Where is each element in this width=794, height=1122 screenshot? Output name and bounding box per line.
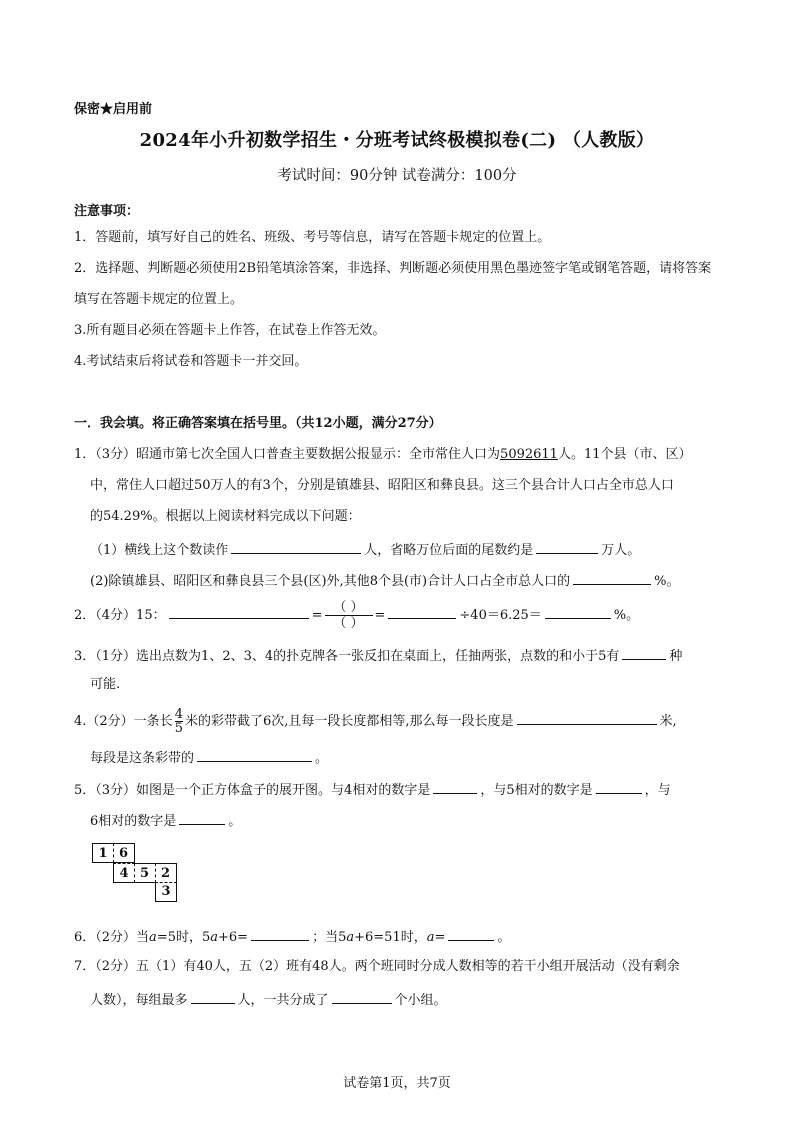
note-item: 2．选择题、判断题必须使用2B铅笔填涂答案，非选择、判断题必须使用黑色墨迹签字笔或钢笔答题，请将答案 [74, 261, 712, 276]
question-7-line2 [90, 989, 447, 1010]
cube-net-figure [92, 843, 192, 913]
q6-text: =5时，5 [156, 930, 211, 945]
note-item: 1．答题前，填写好自己的姓名、班级、考号等信息，请写在答题卡规定的位置上。 [74, 230, 551, 245]
variable-a: a [149, 930, 157, 945]
q1-sub1-text: 万人。 [601, 543, 641, 558]
page-title: 2024年小升初数学招生・分班考试终极模拟卷(二) （人教版） [139, 130, 655, 151]
q4-text: 米, [659, 714, 677, 729]
answer-blank[interactable] [169, 604, 309, 619]
net-cell: 3 [155, 882, 177, 902]
q4-text: 每段是这条彩带的 [90, 751, 195, 766]
fraction-blank[interactable] [325, 600, 373, 631]
q6-text: +6= [218, 930, 249, 945]
question-1-line2: 中，常住人口超过50万人的有3个，分别是镇雄县、昭阳区和彝良县。这三个县合计人口占全市总人口 [90, 478, 674, 493]
note-item: 填写在答题卡规定的位置上。 [74, 292, 244, 307]
notes-title: 注意事项： [74, 204, 140, 219]
confidential-label: 保密★启用前 [74, 102, 153, 117]
answer-blank[interactable] [251, 926, 309, 941]
question-1-sub1 [90, 539, 640, 560]
exam-info: 考试时间：90分钟 试卷满分：100分 [277, 168, 517, 184]
fraction-numerator: 4 [174, 707, 183, 722]
q1-sub1-text: 人，省略万位后面的尾数约是 [364, 543, 534, 558]
question-4-line2 [90, 747, 328, 768]
q1-text: 1．（3分）昭通市第七次全国人口普查主要数据公报显示：全市常住人口为 [74, 447, 501, 462]
q1-sub2-text: %。 [654, 574, 680, 589]
answer-blank[interactable] [536, 539, 598, 554]
question-1-sub2 [90, 570, 679, 591]
q4-text: 米的彩带截了6次,且每一段长度都相等,那么每一段长度是 [184, 714, 514, 729]
q2-text: 2．（4分）15： [74, 608, 166, 623]
note-item: 4.考试结束后将试卷和答题卡一并交回。 [74, 354, 308, 369]
q1-sub1-text: （1）横线上这个数读作 [90, 543, 229, 558]
q5-text: ，与 [644, 783, 671, 798]
question-2 [74, 600, 639, 631]
variable-a: a [210, 930, 219, 945]
q7-text: 人，一共分成了 [237, 993, 329, 1008]
net-cell: 2 [155, 863, 177, 883]
answer-blank[interactable] [433, 779, 477, 794]
fraction-denominator: （ ） [333, 616, 364, 631]
q7-text: 个小组。 [394, 993, 447, 1008]
variable-a: a [346, 930, 355, 945]
q5-text: 6相对的数字是 [90, 814, 177, 829]
answer-blank[interactable] [596, 779, 642, 794]
answer-blank[interactable] [388, 604, 456, 619]
fraction-four-fifths [175, 708, 183, 735]
answer-blank[interactable] [179, 810, 225, 825]
q5-text: 。 [228, 814, 242, 829]
q1-text: 人。11个县（市、区） [557, 447, 692, 462]
answer-blank[interactable] [332, 989, 392, 1004]
q6-text: +6=51时， [354, 930, 427, 945]
net-cell: 6 [113, 843, 135, 863]
question-6 [74, 926, 510, 947]
q5-text: ，与5相对的数字是 [480, 783, 593, 798]
fraction-denominator: 5 [174, 721, 183, 736]
question-1-line1 [74, 446, 692, 464]
q3-text: 种 [669, 649, 683, 664]
q6-text: 。 [497, 930, 511, 945]
q6-text: = [434, 930, 446, 945]
answer-blank[interactable] [197, 747, 312, 762]
question-5-line1 [74, 779, 671, 800]
q2-text: = [374, 608, 386, 623]
q2-text: %。 [613, 608, 640, 623]
question-3-line1 [74, 645, 682, 666]
question-7-line1: 7．（2分）五（1）有40人，五（2）班有48人。两个班同时分成人数相等的若干小组开展活动（没有剩余 [74, 959, 680, 974]
q2-text: ÷40＝6.25＝ [459, 608, 542, 623]
answer-blank[interactable] [231, 539, 361, 554]
section-title: 一．我会填。将正确答案填在括号里。（共12小题，满分27分） [74, 416, 442, 431]
q5-text: 5．（3分）如图是一个正方体盒子的展开图。与4相对的数字是 [74, 783, 431, 798]
q1-sub2-text: (2)除镇雄县、昭阳区和彝良县三个县(区)外,其他8个县(市)合计人口占全市总人口的 [90, 574, 571, 589]
note-item: 3.所有题目必须在答题卡上作答，在试卷上作答无效。 [74, 323, 386, 338]
q6-text: 6．（2分）当 [74, 930, 150, 945]
net-cell: 4 [113, 863, 135, 883]
q1-population-number: 5092611 [500, 447, 558, 462]
q4-text: 4.（2分）一条长 [74, 714, 173, 729]
answer-blank[interactable] [622, 645, 666, 660]
answer-blank[interactable] [191, 989, 235, 1004]
net-cell: 1 [92, 843, 114, 863]
answer-blank[interactable] [545, 604, 611, 619]
question-5-line2 [90, 810, 241, 831]
answer-blank[interactable] [448, 926, 494, 941]
q3-text: 3．（1分）选出点数为1、2、3、4的扑克牌各一张反扣在桌面上，任抽两张，点数的和小于5有 [74, 649, 620, 664]
q7-text: 人数），每组最多 [90, 993, 188, 1008]
question-1-line3: 的54.29%。根据以上阅读材料完成以下问题： [90, 509, 361, 524]
answer-blank[interactable] [517, 710, 657, 725]
question-3-line2: 可能. [90, 677, 121, 692]
q2-text: = [311, 608, 323, 623]
page-footer: 试卷第1页，共7页 [343, 1076, 451, 1091]
answer-blank[interactable] [573, 570, 651, 585]
question-4-line1 [74, 708, 677, 735]
fraction-numerator: （ ） [325, 600, 373, 616]
net-cell: 5 [134, 863, 156, 883]
variable-a: a [426, 930, 435, 945]
q6-text: ；当5 [312, 930, 347, 945]
q4-text: 。 [315, 751, 329, 766]
